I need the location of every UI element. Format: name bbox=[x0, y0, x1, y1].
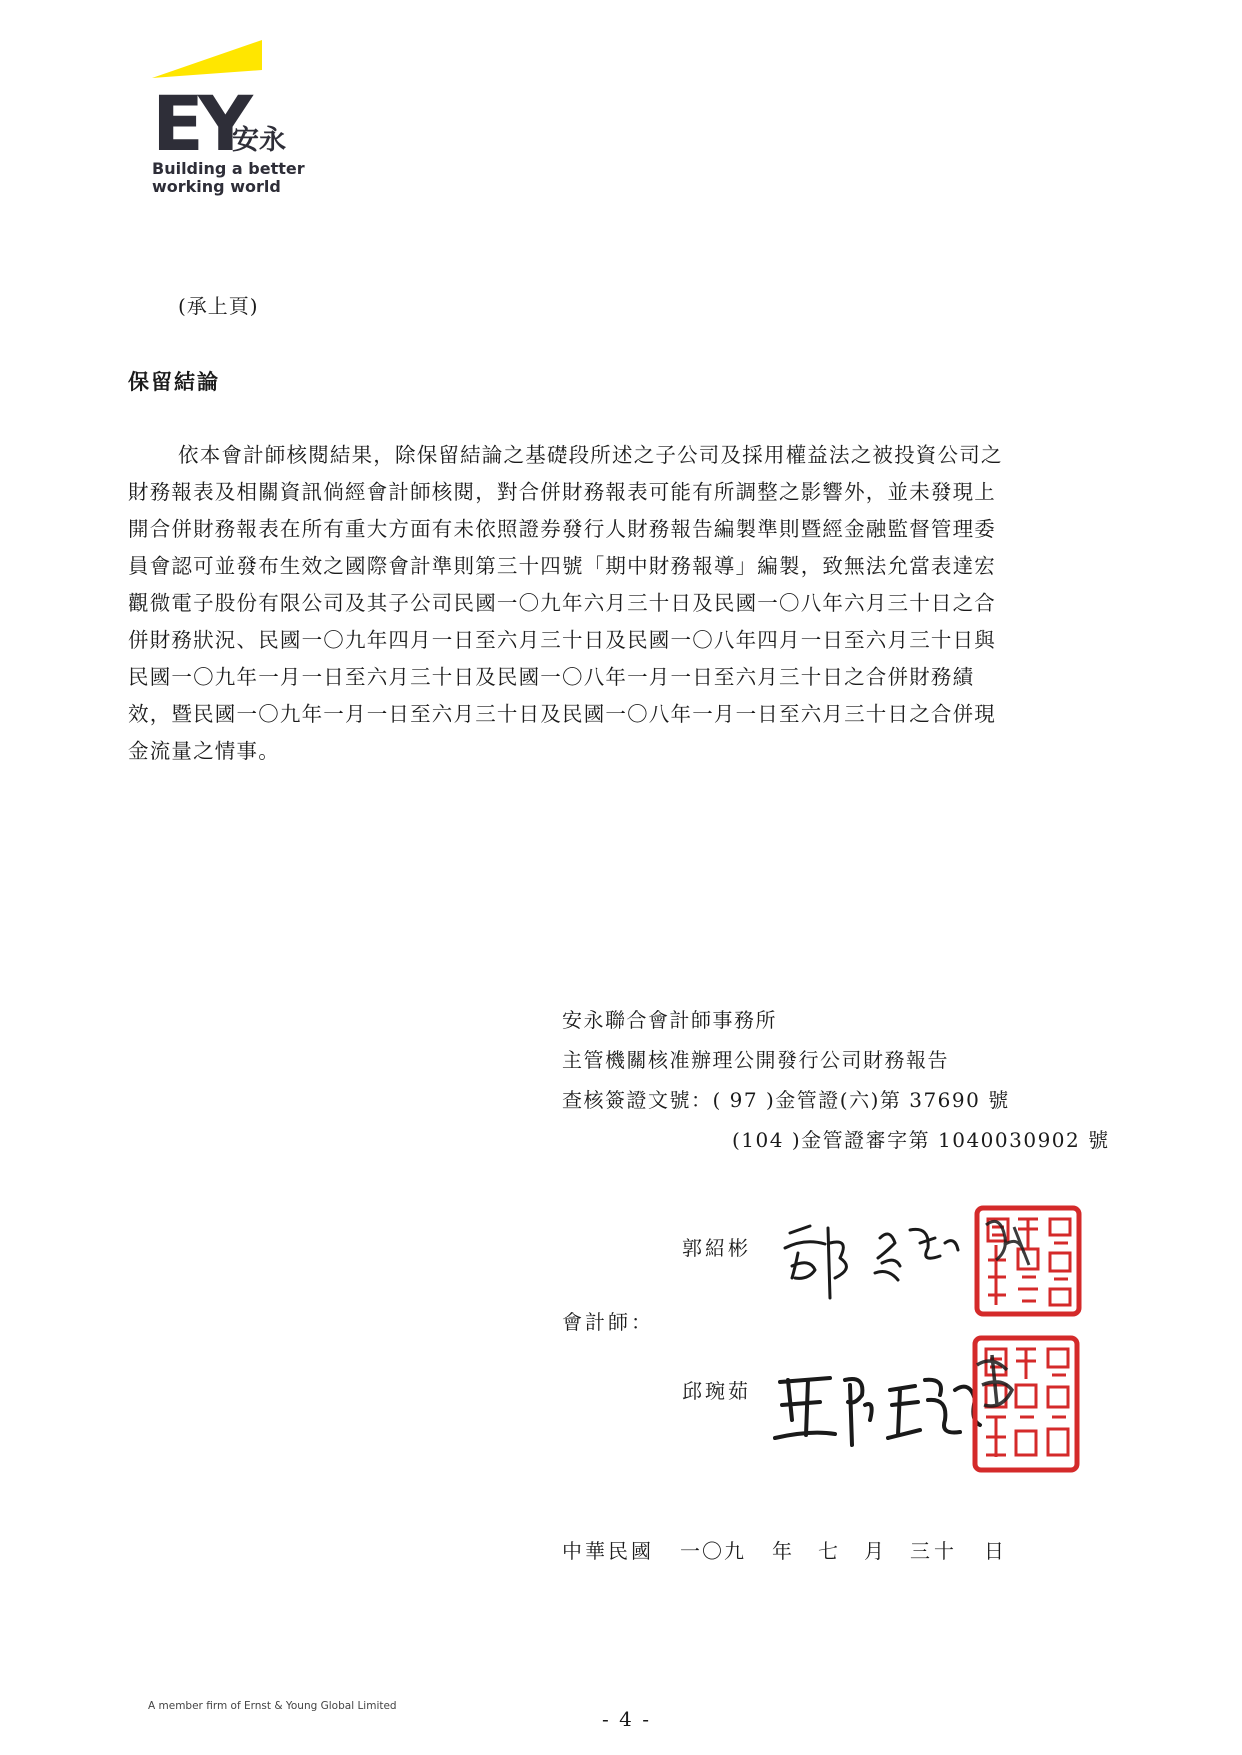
date-day-unit: 日 bbox=[984, 1539, 1004, 1563]
logo-tagline-line-1: Building a better bbox=[152, 159, 305, 178]
paragraph-line: 財務報表及相關資訊倘經會計師核閱，對合併財務報表可能有所調整之影響外，並未發現上 bbox=[128, 480, 996, 504]
paragraph-line: 效，暨民國一〇九年一月一日至六月三十日及民國一〇八年一月一日至六月三十日之合併現 bbox=[128, 702, 996, 726]
logo-chinese-name: 安永 bbox=[232, 125, 286, 156]
report-date bbox=[562, 1535, 1004, 1564]
firm-block bbox=[562, 1000, 1110, 1160]
signer-name-2: 邱琬茹 bbox=[682, 1379, 751, 1403]
date-day: 三十 bbox=[910, 1539, 958, 1563]
paragraph-line: 併財務狀況、民國一〇九年四月一日至六月三十日及民國一〇八年四月一日至六月三十日與 bbox=[128, 628, 996, 652]
continued-note: (承上頁) bbox=[178, 294, 259, 318]
paragraph-line: 員會認可並發布生效之國際會計準則第三十四號「期中財務報導」編製，致無法允當表達宏 bbox=[128, 554, 996, 578]
approval-number-2: (104 )金管證審字第 1040030902 號 bbox=[732, 1128, 1110, 1152]
date-year-unit: 年 bbox=[772, 1539, 792, 1563]
signer-name-1: 郭紹彬 bbox=[682, 1236, 751, 1260]
accountant-label: 會計師： bbox=[562, 1310, 654, 1334]
firm-authority: 主管機關核准辦理公開發行公司財務報告 bbox=[562, 1048, 949, 1072]
paragraph-line: 觀微電子股份有限公司及其子公司民國一〇九年六月三十日及民國一〇八年六月三十日之合 bbox=[128, 591, 996, 615]
logo-wordmark: EY bbox=[152, 79, 247, 168]
date-era: 中華民國 bbox=[562, 1539, 654, 1563]
page-number: - 4 - bbox=[602, 1707, 651, 1731]
date-month: 七 bbox=[818, 1539, 838, 1563]
ey-logo bbox=[152, 36, 352, 206]
paragraph-line: 金流量之情事。 bbox=[128, 739, 280, 763]
logo-tagline bbox=[152, 160, 305, 196]
seal-stamp-2 bbox=[972, 1335, 1080, 1473]
conclusion-paragraph bbox=[128, 437, 1138, 770]
date-year: 一〇九 bbox=[680, 1539, 746, 1563]
date-month-unit: 月 bbox=[864, 1539, 884, 1563]
seal-stamp-1 bbox=[974, 1205, 1082, 1317]
logo-tagline-line-2: working world bbox=[152, 177, 281, 196]
paragraph-line: 依本會計師核閱結果，除保留結論之基礎段所述之子公司及採用權益法之被投資公司之 bbox=[178, 443, 1003, 467]
section-heading: 保留結論 bbox=[128, 369, 220, 394]
paragraph-line: 開合併財務報表在所有重大方面有未依照證券發行人財務報告編製準則暨經金融監督管理委 bbox=[128, 517, 996, 541]
footer-member-note: A member firm of Ernst & Young Global Limited bbox=[148, 1700, 397, 1712]
firm-name: 安永聯合會計師事務所 bbox=[562, 1008, 777, 1032]
paragraph-line: 民國一〇九年一月一日至六月三十日及民國一〇八年一月一日至六月三十日之合併財務績 bbox=[128, 665, 975, 689]
approval-number-1: 查核簽證文號：( 97 )金管證(六)第 37690 號 bbox=[562, 1088, 1010, 1112]
signature-2 bbox=[770, 1350, 1000, 1460]
